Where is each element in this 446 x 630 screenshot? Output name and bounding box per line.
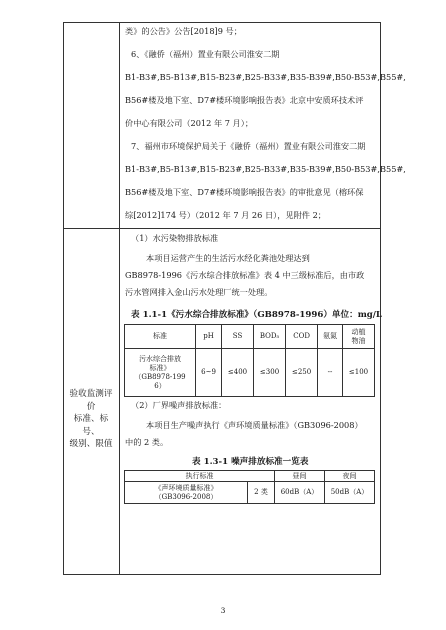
reference-line: 价中心有限公司（2012 年 7 月）； bbox=[125, 118, 254, 128]
table-row bbox=[125, 349, 375, 397]
water-heading: （1）水污染物排放标准 bbox=[131, 233, 219, 243]
table-header-cell: 动植 物油 bbox=[343, 325, 375, 349]
table-header-cell: 标准 bbox=[125, 325, 196, 349]
table-header-cell: 氨氮 bbox=[318, 325, 343, 349]
water-paragraph-line: 污水管网排入金山污水处理厂统一处理。 bbox=[125, 287, 273, 297]
table-cell: 《声环境质量标准》 （GB3096-2008） bbox=[125, 482, 248, 504]
page-number: 3 bbox=[220, 606, 226, 615]
table-header-cell: COD bbox=[286, 325, 318, 349]
column-divider bbox=[119, 22, 120, 575]
water-paragraph-line: GB8978-1996《污水综合排放标准》表 4 中三级标准后，由市政 bbox=[125, 270, 365, 280]
section-label bbox=[66, 388, 116, 451]
table-row bbox=[125, 482, 375, 504]
table-cell: ≤250 bbox=[286, 349, 318, 397]
table-cell: ≤300 bbox=[253, 349, 285, 397]
table-cell: -- bbox=[318, 349, 343, 397]
reference-line: B1-B3#,B5-B13#,B15-B23#,B25-B33#,B35-B39#,B50-B53#,B55#, bbox=[125, 72, 406, 82]
table-header-row bbox=[125, 325, 375, 349]
noise-paragraph-line: 本项目生产噪声执行《声环境质量标准》（GB3096-2008） bbox=[146, 420, 363, 430]
water-standard-table bbox=[124, 324, 375, 397]
noise-paragraph-line: 中的 2 类。 bbox=[125, 437, 169, 447]
row-divider bbox=[63, 228, 381, 229]
table-cell: 60dB（A） bbox=[275, 482, 325, 504]
reference-line: B1-B3#,B5-B13#,B15-B23#,B25-B33#,B35-B39#,B50-B53#,B55#, bbox=[125, 164, 406, 174]
table-header-cell: SS bbox=[222, 325, 254, 349]
reference-line: 类》的公告》公告[2018]9 号； bbox=[125, 26, 242, 36]
noise-table-caption: 表 1.3-1 噪声排放标准一览表 bbox=[192, 457, 309, 467]
table-cell: ≤100 bbox=[343, 349, 375, 397]
reference-line: 7、福州市环境保护局关于《融侨（福州）置业有限公司淮安二期 bbox=[131, 141, 366, 151]
table-header-cell: 夜间 bbox=[325, 471, 375, 482]
table-header-cell: pH bbox=[196, 325, 222, 349]
table-header-cell: BOD₅ bbox=[253, 325, 285, 349]
reference-line: 综[2012]174 号）（2012 年 7 月 26 日），见附件 2； bbox=[125, 210, 326, 220]
section-label-line: 验收监测评价 bbox=[69, 389, 113, 412]
table-cell: 6~9 bbox=[196, 349, 222, 397]
noise-standard-table bbox=[124, 470, 375, 504]
table-header-row bbox=[125, 471, 375, 482]
reference-line: B56#楼及地下室、D7#楼环境影响报告表》北京中安质环技术评 bbox=[125, 95, 364, 105]
table-header-cell: 执行标准 bbox=[125, 471, 275, 482]
reference-line: 6、《融侨（福州）置业有限公司淮安二期 bbox=[131, 49, 280, 59]
table-cell: 2 类 bbox=[248, 482, 275, 504]
section-label-line: 标准、标号、 bbox=[73, 414, 109, 437]
table-cell: 50dB（A） bbox=[325, 482, 375, 504]
table-cell: ≤400 bbox=[222, 349, 254, 397]
water-paragraph-line: 本项目运营产生的生活污水经化粪池处理达到 bbox=[146, 253, 310, 263]
noise-heading: （2）厂界噪声排放标准： bbox=[131, 400, 227, 410]
section-label-line: 级别、限值 bbox=[69, 439, 113, 449]
table-header-cell: 昼间 bbox=[275, 471, 325, 482]
table-cell: 污水综合排放 标准》 （GB8978-199 6） bbox=[125, 349, 196, 397]
water-table-caption: 表 1.1-1《污水综合排放标准》（GB8978-1996）单位：mg/L bbox=[131, 310, 382, 320]
reference-line: B56#楼及地下室、D7#楼环境影响报告表》的审批意见（榕环保 bbox=[125, 187, 364, 197]
